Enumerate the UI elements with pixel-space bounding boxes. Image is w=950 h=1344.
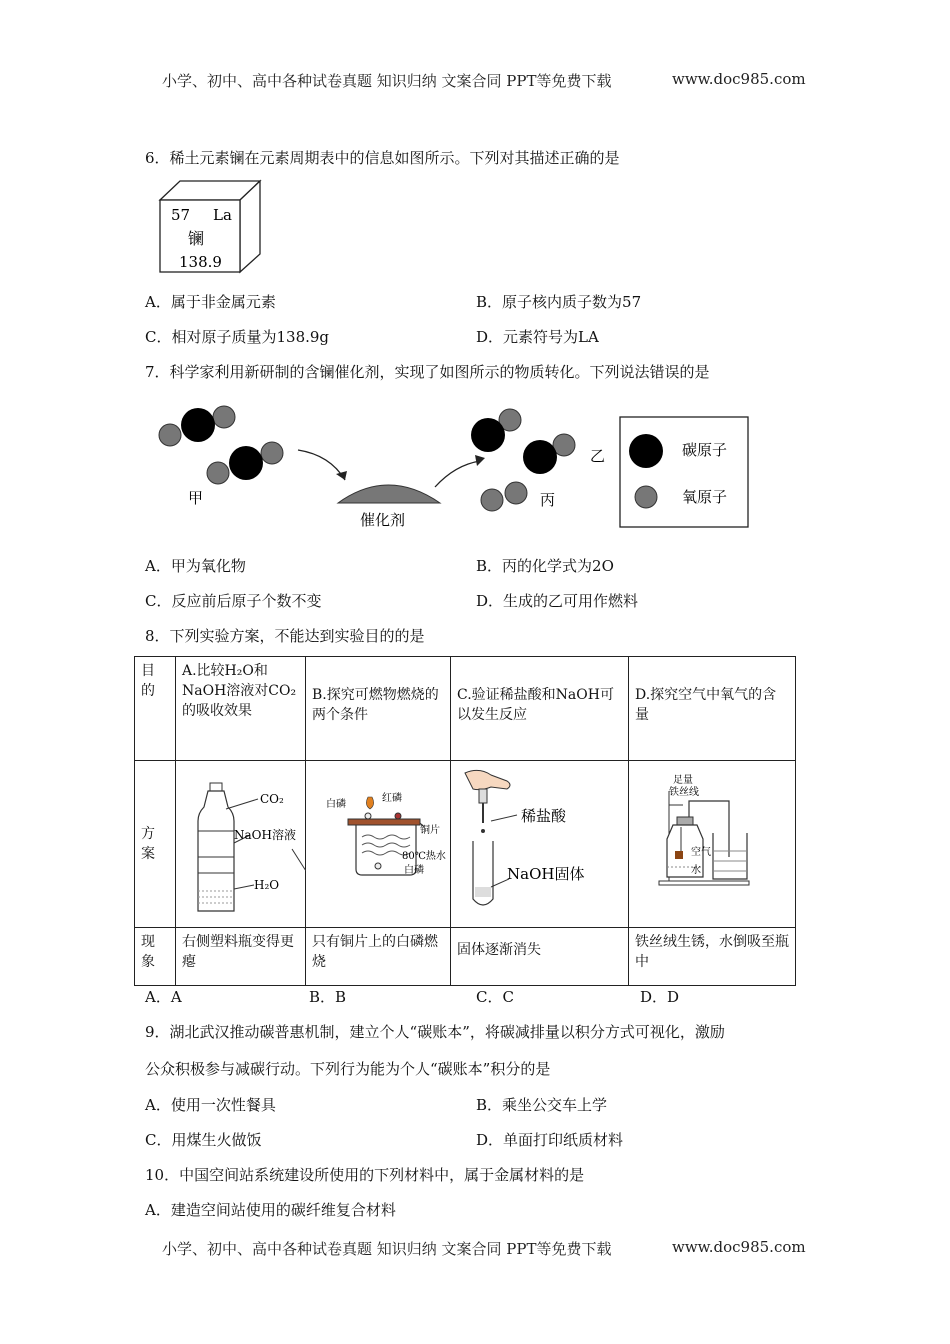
footer-left: 小学、初中、高中各种试卷真题 知识归纳 文案合同 PPT等免费下载 bbox=[162, 1240, 612, 1258]
co2-molecule-1 bbox=[159, 406, 235, 446]
q9-option-c[interactable]: C．用煤生火做饭 bbox=[145, 1131, 262, 1149]
q8-option-b[interactable]: B．B bbox=[309, 988, 347, 1006]
fig-d-air: 空气 bbox=[691, 847, 711, 858]
phenomenon-d: 铁丝绒生锈，水倒吸至瓶中 bbox=[629, 928, 796, 986]
q8-stem: 8．下列实验方案，不能达到实验目的的是 bbox=[145, 627, 425, 645]
header-left: 小学、初中、高中各种试卷真题 知识归纳 文案合同 PPT等免费下载 bbox=[162, 72, 612, 90]
fig-b-white-p: 白磷 bbox=[326, 799, 346, 810]
q9-option-d[interactable]: D．单面打印纸质材料 bbox=[476, 1131, 624, 1149]
element-name: 镧 bbox=[188, 229, 205, 248]
fig-d-enough: 足量 bbox=[673, 775, 693, 786]
fig-b-white-p2: 白磷 bbox=[404, 865, 424, 876]
q7-option-c[interactable]: C．反应前后原子个数不变 bbox=[145, 592, 322, 610]
fig-d-iron-wool: 铁丝线 bbox=[669, 787, 699, 798]
q8-option-c[interactable]: C．C bbox=[476, 988, 514, 1006]
o2-molecule bbox=[481, 482, 527, 511]
fig-c-test-tube bbox=[451, 761, 629, 921]
q6-option-b[interactable]: B．原子核内质子数为57 bbox=[476, 293, 642, 311]
q6-option-a[interactable]: A．属于非金属元素 bbox=[145, 293, 276, 311]
fig-a-bottle bbox=[176, 761, 306, 921]
label-jia: 甲 bbox=[188, 489, 204, 507]
fig-b-red-p: 红磷 bbox=[382, 793, 402, 804]
row-head-scheme: 方案 bbox=[135, 761, 176, 928]
element-number: 57 bbox=[171, 206, 191, 224]
q8-option-d[interactable]: D．D bbox=[640, 988, 680, 1006]
element-tile bbox=[155, 178, 265, 276]
legend-oxygen: 氧原子 bbox=[682, 488, 728, 506]
q7-stem: 7．科学家利用新研制的含镧催化剂，实现了如图所示的物质转化。下列说法错误的是 bbox=[145, 363, 710, 381]
header-right[interactable]: www.doc985.com bbox=[672, 70, 806, 88]
phenomenon-c: 固体逐渐消失 bbox=[451, 928, 629, 986]
q9-stem-line2: 公众积极参与减碳行动。下列行为能为个人“碳账本”积分的是 bbox=[145, 1060, 551, 1078]
q8-option-a[interactable]: A．A bbox=[145, 988, 182, 1006]
q10-option-a[interactable]: A．建造空间站使用的碳纤维复合材料 bbox=[145, 1201, 396, 1219]
legend-carbon: 碳原子 bbox=[682, 441, 728, 459]
co2-molecule-2 bbox=[207, 442, 283, 484]
q7-option-b[interactable]: B．丙的化学式为2O bbox=[476, 557, 614, 575]
q10-stem: 10．中国空间站系统建设所使用的下列材料中，属于金属材料的是 bbox=[145, 1166, 585, 1184]
purpose-c: C.验证稀盐酸和NaOH可以发生反应 bbox=[451, 657, 629, 761]
footer-right[interactable]: www.doc985.com bbox=[672, 1238, 806, 1256]
fig-d-oxygen-setup bbox=[629, 761, 796, 921]
scheme-c bbox=[451, 761, 629, 928]
q7-option-a[interactable]: A．甲为氧化物 bbox=[145, 557, 246, 575]
label-bing: 丙 bbox=[540, 491, 556, 509]
fig-b-copper: 铜片 bbox=[420, 825, 440, 836]
reaction-diagram bbox=[150, 395, 760, 540]
fig-a-co2: CO₂ bbox=[260, 792, 284, 806]
q9-stem-line1: 9．湖北武汉推动碳普惠机制，建立个人“碳账本”，将碳减排量以积分方式可视化，激励 bbox=[145, 1023, 725, 1041]
co-molecule-1 bbox=[471, 409, 521, 452]
element-symbol: La bbox=[213, 206, 232, 224]
row-head-purpose: 目的 bbox=[135, 657, 176, 761]
fig-a-h2o: H₂O bbox=[254, 878, 280, 892]
q6-option-d[interactable]: D．元素符号为LA bbox=[476, 328, 599, 346]
fig-a-naoh: NaOH溶液 bbox=[234, 828, 296, 842]
row-head-phenomenon: 现象 bbox=[135, 928, 176, 986]
q9-option-b[interactable]: B．乘坐公交车上学 bbox=[476, 1096, 608, 1114]
legend-carbon-swatch bbox=[629, 434, 663, 468]
experiment-table bbox=[134, 656, 796, 986]
purpose-d: D.探究空气中氧气的含量 bbox=[629, 657, 796, 761]
q6-option-c[interactable]: C．相对原子质量为138.9g bbox=[145, 328, 330, 346]
legend-oxygen-swatch bbox=[635, 486, 657, 508]
q9-option-a[interactable]: A．使用一次性餐具 bbox=[145, 1096, 276, 1114]
q6-stem: 6．稀土元素镧在元素周期表中的信息如图所示。下列对其描述正确的是 bbox=[145, 149, 620, 167]
legend-box bbox=[620, 417, 748, 527]
fig-d-water: 水 bbox=[691, 865, 701, 876]
fig-b-hot-water: 80℃热水 bbox=[402, 851, 446, 862]
fig-b-combustion bbox=[306, 761, 451, 921]
scheme-d bbox=[629, 761, 796, 928]
purpose-a: A.比较H₂O和NaOH溶液对CO₂的吸收效果 bbox=[176, 657, 306, 761]
scheme-a bbox=[176, 761, 306, 928]
label-catalyst: 催化剂 bbox=[360, 511, 406, 529]
fig-c-naoh-solid: NaOH固体 bbox=[507, 865, 585, 883]
purpose-b: B.探究可燃物燃烧的两个条件 bbox=[306, 657, 451, 761]
phenomenon-a: 右侧塑料瓶变得更瘪 bbox=[176, 928, 306, 986]
fig-c-hcl: 稀盐酸 bbox=[521, 807, 567, 825]
scheme-b bbox=[306, 761, 451, 928]
label-yi: 乙 bbox=[590, 447, 606, 465]
q7-option-d[interactable]: D．生成的乙可用作燃料 bbox=[476, 592, 639, 610]
co-molecule-2 bbox=[523, 434, 575, 474]
element-mass: 138.9 bbox=[179, 253, 222, 271]
phenomenon-b: 只有铜片上的白磷燃烧 bbox=[306, 928, 451, 986]
